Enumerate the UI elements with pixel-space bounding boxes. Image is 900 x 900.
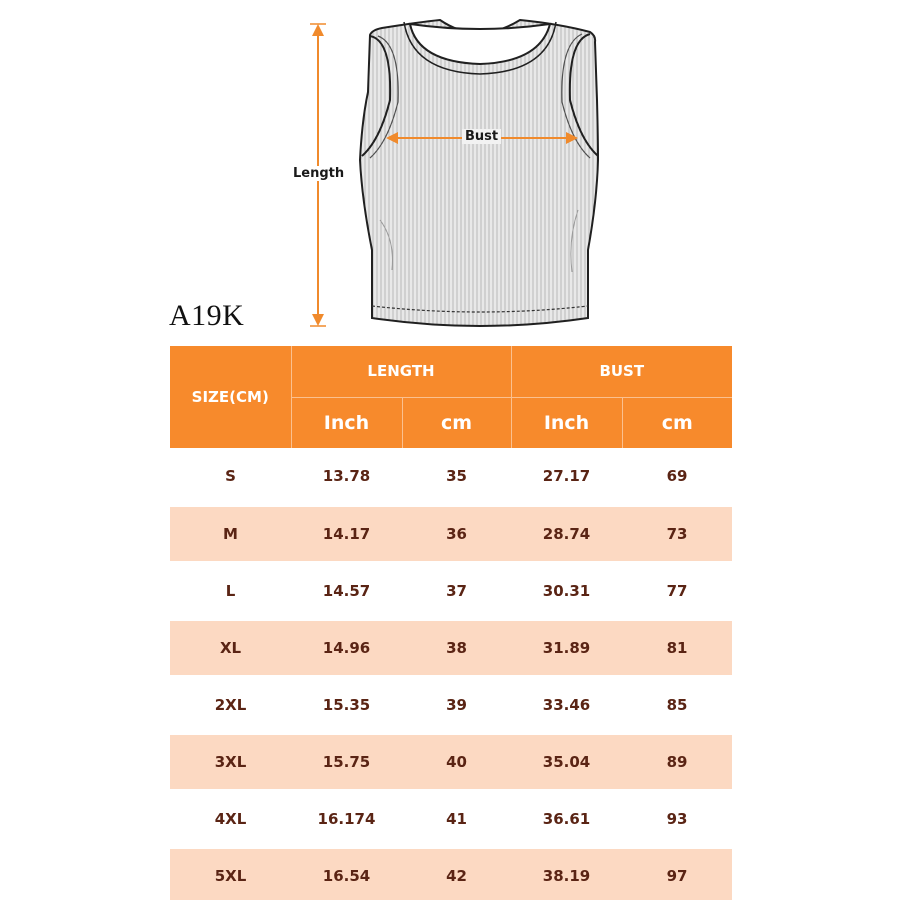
bust-inch-cell: 31.89 (511, 619, 622, 676)
table-row (170, 448, 732, 505)
measurement-diagram (0, 0, 900, 340)
bust-label: Bust (462, 129, 501, 144)
table-row (170, 562, 732, 619)
bust-inch-header: Inch (511, 397, 622, 448)
table-row (170, 733, 732, 790)
length-label: Length (290, 166, 347, 181)
table-row (170, 790, 732, 847)
length-cm-cell: 39 (402, 676, 511, 733)
size-cell: 4XL (170, 790, 291, 847)
bust-group-header: BUST (511, 346, 732, 397)
table-row (170, 505, 732, 562)
length-inch-cell: 14.96 (291, 619, 402, 676)
length-inch-cell: 15.75 (291, 733, 402, 790)
size-cell: S (225, 466, 236, 485)
length-cm-cell: 36 (402, 505, 511, 562)
length-inch-cell: 16.174 (291, 790, 402, 847)
size-cell: 5XL (170, 847, 291, 900)
length-cm-cell: 41 (402, 790, 511, 847)
bust-cm-cell: 73 (622, 505, 732, 562)
length-cm-cell: 40 (402, 733, 511, 790)
size-cell: 3XL (170, 733, 291, 790)
bust-cm-cell: 85 (622, 676, 732, 733)
table-row (170, 847, 732, 900)
length-inch-cell: 15.35 (291, 676, 402, 733)
length-inch-cell: 14.57 (291, 562, 402, 619)
bust-inch-cell: 35.04 (511, 733, 622, 790)
length-inch-cell: 14.17 (291, 505, 402, 562)
length-cm-cell: 38 (402, 619, 511, 676)
bust-inch-cell: 33.46 (511, 676, 622, 733)
length-inch-header: Inch (291, 397, 402, 448)
size-chart-table (170, 346, 732, 900)
bust-cm-cell: 77 (622, 562, 732, 619)
size-cell: M (170, 505, 291, 562)
product-code: A19K (169, 299, 245, 332)
bust-cm-cell: 89 (622, 733, 732, 790)
bust-cm-cell: 81 (622, 619, 732, 676)
size-cell: XL (170, 619, 291, 676)
size-cell: L (170, 562, 291, 619)
bust-cm-cell: 97 (622, 847, 732, 900)
bust-inch-cell: 38.19 (511, 847, 622, 900)
table-row (170, 619, 732, 676)
tank-top-illustration (0, 0, 900, 340)
length-inch-cell: 16.54 (291, 847, 402, 900)
bust-cm-cell: 93 (622, 790, 732, 847)
length-group-header: LENGTH (291, 346, 511, 397)
size-header: SIZE(CM) (170, 346, 291, 448)
length-cm-cell: 42 (402, 847, 511, 900)
bust-cm-cell: 69 (666, 466, 688, 485)
bust-inch-cell: 28.74 (511, 505, 622, 562)
bust-inch-cell: 27.17 (542, 466, 591, 485)
size-cell: 2XL (170, 676, 291, 733)
bust-cm-header: cm (622, 397, 732, 448)
length-cm-header: cm (402, 397, 511, 448)
table-row (170, 676, 732, 733)
length-cm-cell: 35 (446, 466, 467, 485)
length-cm-cell: 37 (402, 562, 511, 619)
bust-inch-cell: 36.61 (511, 790, 622, 847)
bust-inch-cell: 30.31 (511, 562, 622, 619)
length-inch-cell: 13.78 (322, 466, 371, 485)
